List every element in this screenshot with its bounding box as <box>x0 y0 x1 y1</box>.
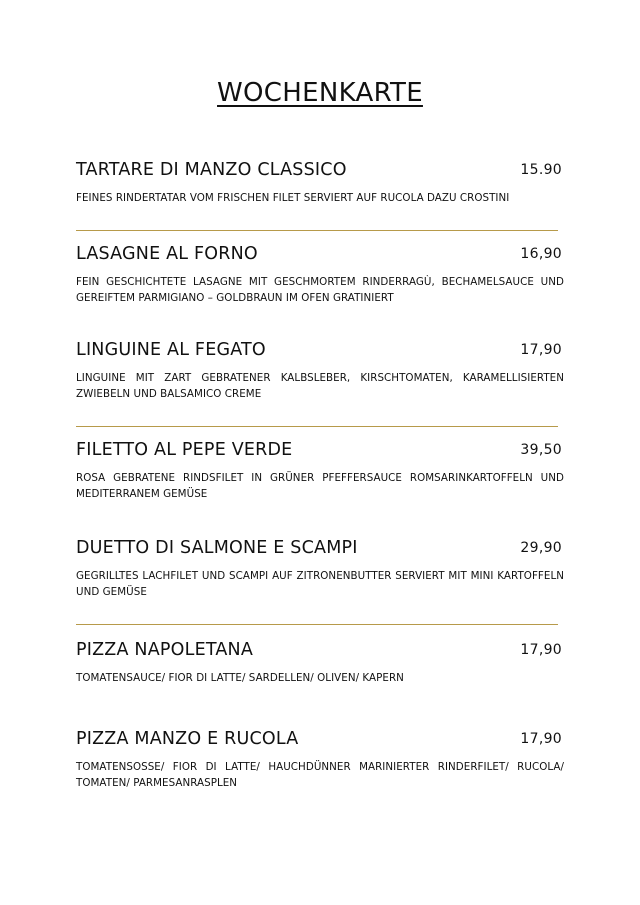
dish-description: TOMATENSOSSE/ FIOR DI LATTE/ HAUCHDÜNNER MARINIERTER RINDERFILET/ RUCOLA/ TOMATEN/ PARMESANRASPLEN <box>76 761 564 789</box>
gold-divider <box>76 624 558 625</box>
dish-description: FEINES RINDERTATAR VOM FRISCHEN FILET SERVIERT AUF RUCOLA DAZU CROSTINI <box>76 192 510 204</box>
dish-price: 15.90 <box>520 162 562 178</box>
gold-divider <box>76 426 558 427</box>
dish-price: 17,90 <box>520 342 562 358</box>
dish-name: PIZZA MANZO E RUCOLA <box>76 729 299 749</box>
dish-description: GEGRILLTES LACHFILET UND SCAMPI AUF ZITRONENBUTTER SERVIERT MIT MINI KARTOFFELN UND GEMÜSE <box>76 570 564 598</box>
dish-description: LINGUINE MIT ZART GEBRATENER KALBSLEBER, KIRSCHTOMATEN, KARAMELLISIERTEN ZWIEBELN UND BALSAMICO CREME <box>76 372 564 400</box>
dish-name: LASAGNE AL FORNO <box>76 244 258 264</box>
dish-name: PIZZA NAPOLETANA <box>76 640 253 660</box>
gold-divider <box>76 230 558 231</box>
dish-description: ROSA GEBRATENE RINDSFILET IN GRÜNER PFEFFERSAUCE ROMSARINKARTOFFELN UND MEDITERRANEM GEMÜSE <box>76 472 564 500</box>
dish-description: FEIN GESCHICHTETE LASAGNE MIT GESCHMORTEM RINDERRAGÙ, BECHAMELSAUCE UND GEREIFTEM PARMIGIANO – GOLDBRAUN IM OFEN GRATINIERT <box>76 276 564 304</box>
menu-title: WOCHENKARTE <box>217 78 423 108</box>
dish-name: LINGUINE AL FEGATO <box>76 340 266 360</box>
dish-name: FILETTO AL PEPE VERDE <box>76 440 293 460</box>
dish-price: 39,50 <box>520 442 562 458</box>
dish-price: 16,90 <box>520 246 562 262</box>
dish-name: TARTARE DI MANZO CLASSICO <box>76 160 347 180</box>
dish-price: 29,90 <box>520 540 562 556</box>
dish-name: DUETTO DI SALMONE E SCAMPI <box>76 538 358 558</box>
dish-price: 17,90 <box>520 642 562 658</box>
dish-description: TOMATENSAUCE/ FIOR DI LATTE/ SARDELLEN/ OLIVEN/ KAPERN <box>76 672 404 684</box>
dish-price: 17,90 <box>520 731 562 747</box>
